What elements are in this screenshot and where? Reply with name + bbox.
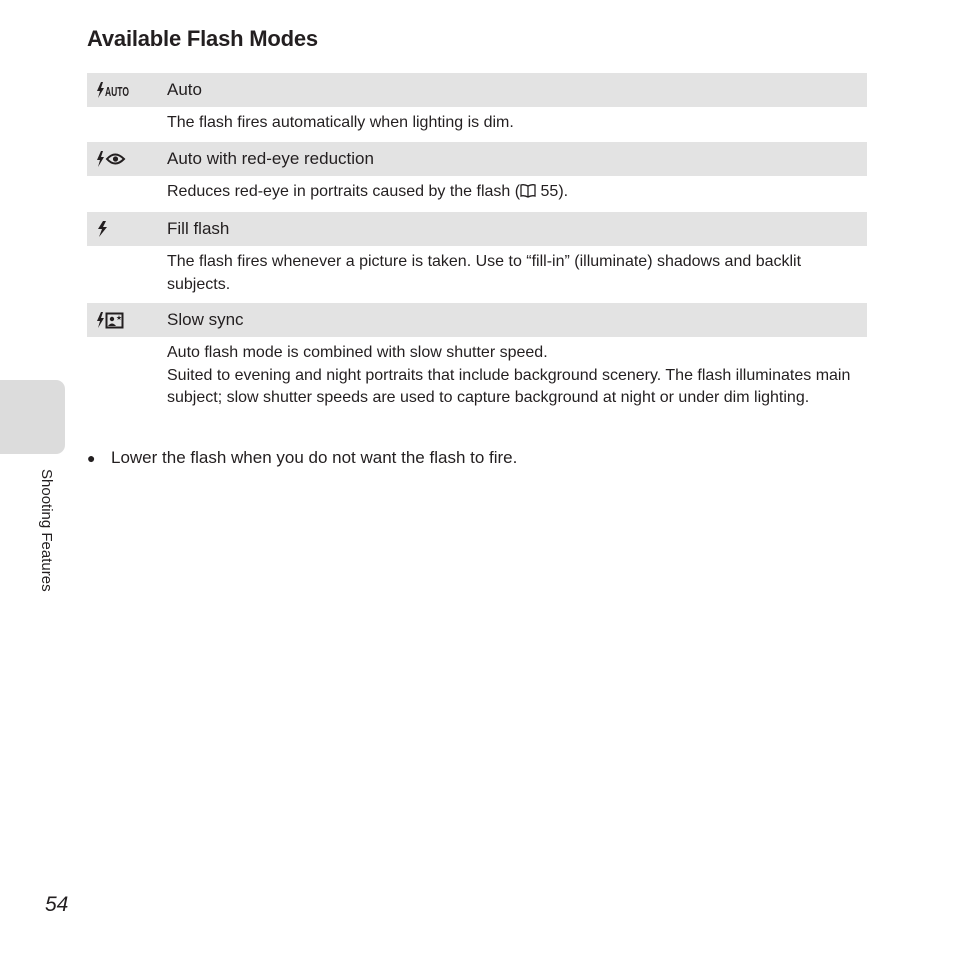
mode-row-auto xyxy=(87,73,867,142)
description-line: The flash fires automatically when lighting is dim. xyxy=(167,114,514,131)
page-number: 54 xyxy=(45,893,69,916)
mode-header xyxy=(87,303,867,337)
mode-row-fill-flash xyxy=(87,212,867,303)
description-line: Auto flash mode is combined with slow shutter speed. xyxy=(167,344,548,361)
mode-description xyxy=(87,337,867,417)
section-label: Shooting Features xyxy=(38,469,55,592)
mode-row-slow-sync xyxy=(87,303,867,417)
description-line: The flash fires whenever a picture is taken. Use to “fill-in” (illuminate) shadows and backlit subjects. xyxy=(167,253,802,293)
bullet-icon: ● xyxy=(87,450,96,466)
flash-slow-sync-icon xyxy=(87,303,167,337)
section-tab xyxy=(0,380,65,454)
description-line: Suited to evening and night portraits that include background scenery. The flash illuminates main subject; slow shutter speeds are used to capture background at night or under dim lighting. xyxy=(167,366,851,406)
mode-description xyxy=(87,176,867,213)
note-text: Lower the flash when you do not want the flash to fire. xyxy=(111,448,518,467)
mode-header xyxy=(87,212,867,246)
page-reference: 55 xyxy=(540,182,559,200)
svg-text:AUTO: AUTO xyxy=(105,84,129,99)
mode-name: Auto with red-eye reduction xyxy=(167,148,374,168)
description-text: Reduces red-eye in portraits caused by the flash ( xyxy=(167,182,521,200)
mode-description xyxy=(87,107,867,142)
mode-name: Auto xyxy=(167,80,202,99)
flash-modes-table xyxy=(87,73,867,417)
page-title: Available Flash Modes xyxy=(87,26,318,51)
mode-description xyxy=(87,246,867,303)
mode-header xyxy=(87,142,867,176)
mode-name: Fill flash xyxy=(167,219,230,238)
description-text: ). xyxy=(558,182,569,200)
flash-red-eye-icon xyxy=(87,142,167,176)
flash-fill-icon xyxy=(87,212,167,246)
mode-row-red-eye xyxy=(87,142,867,213)
mode-header xyxy=(87,73,867,107)
mode-name: Slow sync xyxy=(167,310,244,329)
book-reference-icon xyxy=(520,183,536,206)
flash-auto-icon xyxy=(87,73,167,107)
note xyxy=(87,448,517,468)
description-line xyxy=(167,181,859,206)
